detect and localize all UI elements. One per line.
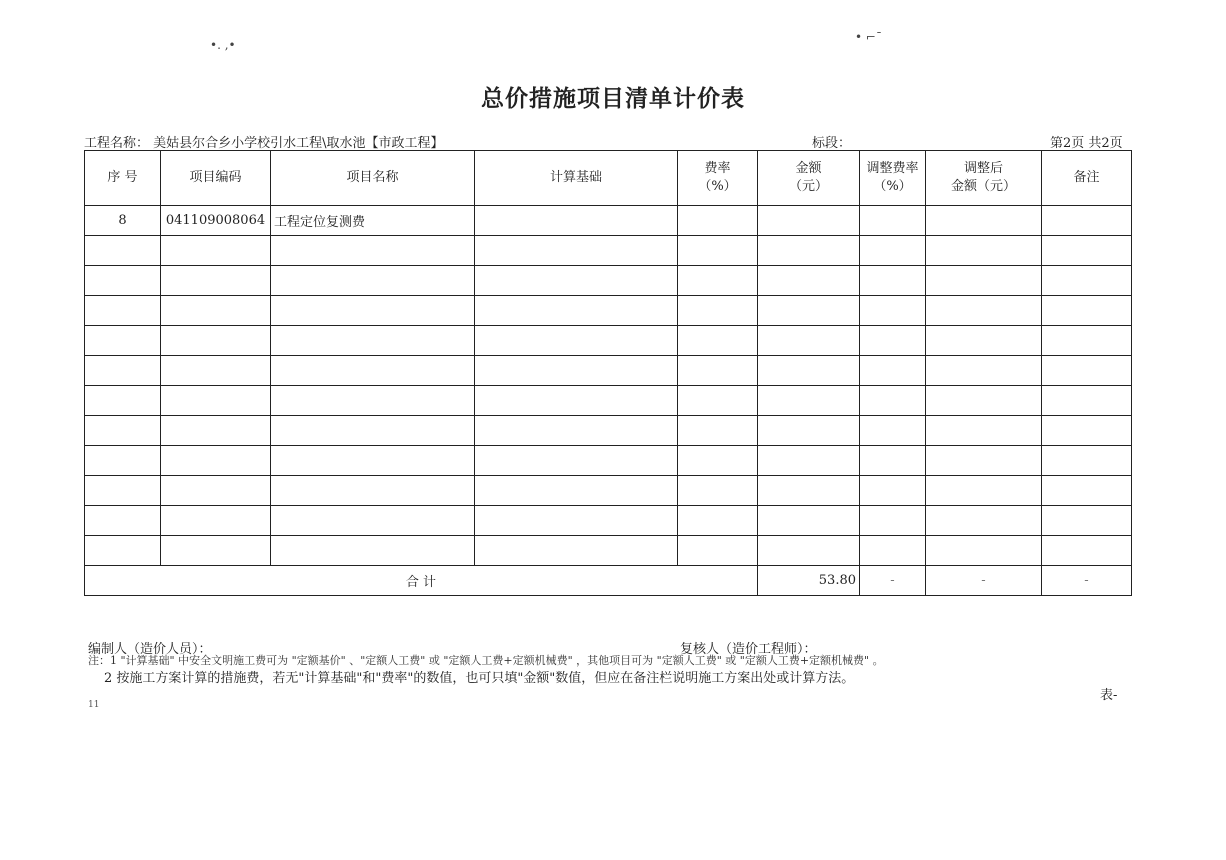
cell-code: 041109008064 bbox=[161, 206, 271, 236]
project-line bbox=[84, 132, 444, 151]
total-remark: - bbox=[1042, 566, 1132, 596]
page-mark: 11 bbox=[88, 700, 100, 710]
empty-row bbox=[85, 446, 1132, 476]
page-title: 总价措施项目清单计价表 bbox=[481, 86, 745, 112]
compiler-label: 编制人（造价人员）： bbox=[88, 642, 212, 657]
empty-row bbox=[85, 536, 1132, 566]
cell-amount bbox=[758, 206, 860, 236]
cell-adjusted-amount bbox=[926, 206, 1042, 236]
empty-row bbox=[85, 326, 1132, 356]
form-code: 表- bbox=[1100, 688, 1118, 703]
section-label: 标段： bbox=[812, 136, 852, 151]
empty-row bbox=[85, 266, 1132, 296]
cell-basis bbox=[475, 206, 678, 236]
table-header-row bbox=[85, 151, 1132, 206]
column-header-code: 项目编码 bbox=[161, 151, 271, 206]
column-header-remark: 备注 bbox=[1042, 151, 1132, 206]
project-name: 美姑县尔合乡小学校引水工程\取水池【市政工程】 bbox=[153, 136, 444, 151]
table-row bbox=[85, 206, 1132, 236]
column-header-amount: 金额 （元） bbox=[758, 151, 860, 206]
empty-row bbox=[85, 356, 1132, 386]
column-header-name: 项目名称 bbox=[271, 151, 475, 206]
column-header-adjusted-rate: 调整费率 （%） bbox=[860, 151, 926, 206]
empty-row bbox=[85, 506, 1132, 536]
note-1: 注：1 "计算基础" 中安全文明施工费可为 "定额基价" 、"定额人工费" 或 "定额人工费+定额机械费" ，其他项目可为 "定额人工费" 或 "定额人工费+定额机械费" 。 bbox=[88, 654, 884, 667]
cell-remark bbox=[1042, 206, 1132, 236]
empty-row bbox=[85, 416, 1132, 446]
total-label: 合 计 bbox=[85, 566, 758, 596]
total-adjusted-rate: - bbox=[860, 566, 926, 596]
cell-rate bbox=[678, 206, 758, 236]
cell-name: 工程定位复测费 bbox=[271, 206, 475, 236]
reviewer-label: 复核人（造价工程师）： bbox=[680, 642, 817, 657]
column-header-rate: 费率 （%） bbox=[678, 151, 758, 206]
scan-speck-left: •. ,• bbox=[210, 38, 236, 52]
column-header-adjusted-amount: 调整后 金额（元） bbox=[926, 151, 1042, 206]
empty-row bbox=[85, 386, 1132, 416]
empty-row bbox=[85, 296, 1132, 326]
cell-seq: 8 bbox=[85, 206, 161, 236]
scan-speck-right: • ⌐ˉ bbox=[855, 30, 882, 44]
cell-adjusted-rate bbox=[860, 206, 926, 236]
page-info: 第2页 共2页 bbox=[1050, 136, 1123, 151]
column-header-seq: 序 号 bbox=[85, 151, 161, 206]
total-row bbox=[85, 566, 1132, 596]
total-adjusted-amount: - bbox=[926, 566, 1042, 596]
empty-row bbox=[85, 476, 1132, 506]
empty-row bbox=[85, 236, 1132, 266]
measures-pricing-table bbox=[84, 150, 1132, 596]
project-label: 工程名称： bbox=[84, 136, 150, 151]
note-2: 2 按施工方案计算的措施费，若无"计算基础"和"费率"的数值，也可只填"金额"数值，但应在备注栏说明施工方案出处或计算方法。 bbox=[104, 671, 855, 686]
column-header-basis: 计算基础 bbox=[475, 151, 678, 206]
total-amount: 53.80 bbox=[758, 566, 860, 596]
